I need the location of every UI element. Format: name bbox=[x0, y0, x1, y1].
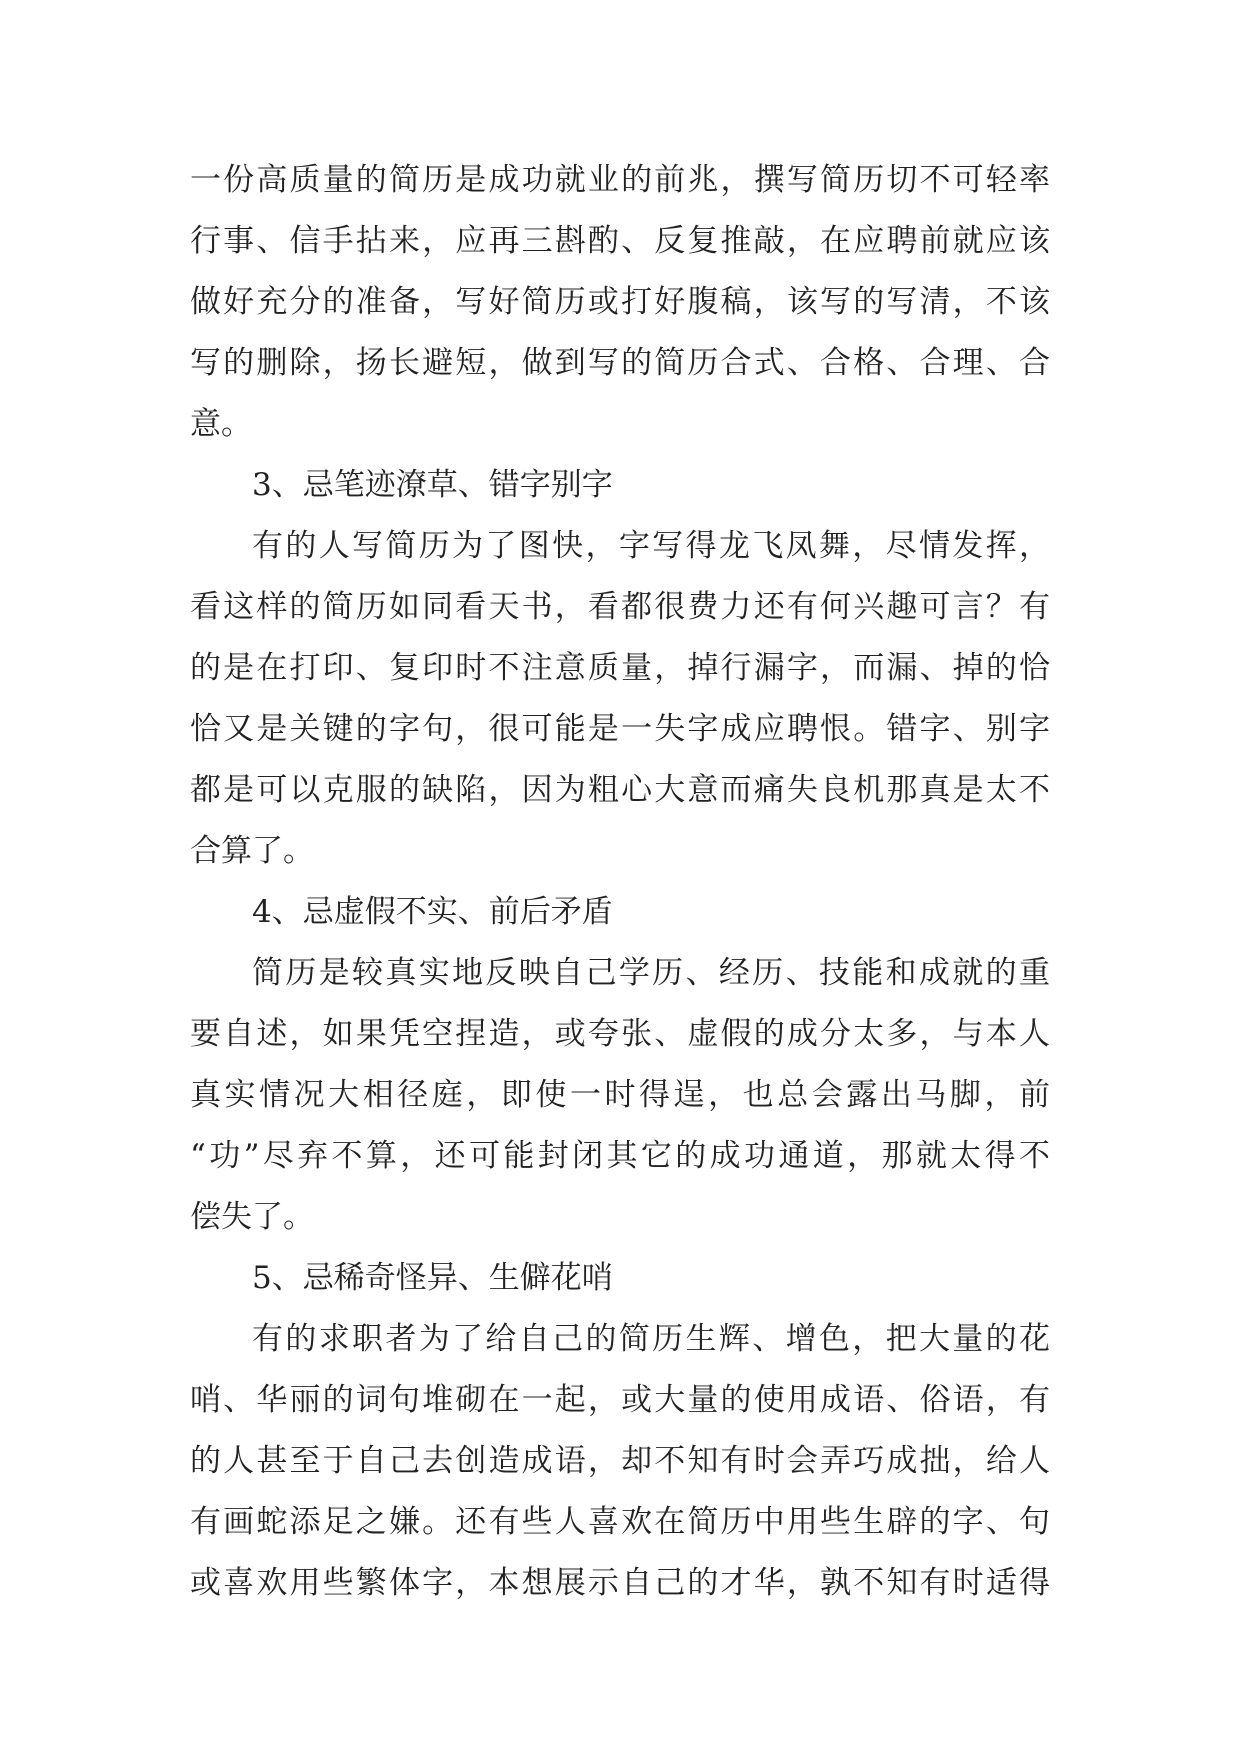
paragraph-line: 一份高质量的简历是成功就业的前兆，撰写简历切不可轻率 bbox=[190, 162, 1050, 198]
paragraph-line: 简历是较真实地反映自己学历、经历、技能和成就的重 bbox=[252, 955, 1050, 991]
paragraph-line: 写的删除，扬长避短，做到写的简历合式、合格、合理、合 bbox=[190, 345, 1050, 381]
paragraph-line: 做好充分的准备，写好简历或打好腹稿，该写的写清，不该 bbox=[190, 284, 1050, 320]
paragraph-line: 意。 bbox=[190, 406, 252, 442]
section-heading-3: 3、忌笔迹潦草、错字别字 bbox=[252, 467, 613, 503]
paragraph-line: 的人甚至于自己去创造成语，却不知有时会弄巧成拙，给人 bbox=[190, 1443, 1050, 1479]
paragraph-line: “功”尽弃不算，还可能封闭其它的成功通道，那就太得不 bbox=[190, 1138, 1050, 1174]
paragraph-line: 偿失了。 bbox=[190, 1199, 314, 1235]
section-heading-4: 4、忌虚假不实、前后矛盾 bbox=[252, 894, 613, 930]
paragraph-line: 行事、信手拈来，应再三斟酌、反复推敲，在应聘前就应该 bbox=[190, 223, 1050, 259]
paragraph-line: 有画蛇添足之嫌。还有些人喜欢在简历中用些生辟的字、句 bbox=[190, 1504, 1050, 1540]
paragraph-line: 合算了。 bbox=[190, 833, 314, 869]
paragraph-line: 都是可以克服的缺陷，因为粗心大意而痛失良机那真是太不 bbox=[190, 772, 1050, 808]
section-heading-5: 5、忌稀奇怪异、生僻花哨 bbox=[252, 1260, 613, 1296]
paragraph-line: 看这样的简历如同看天书，看都很费力还有何兴趣可言？有 bbox=[190, 589, 1050, 625]
paragraph-line: 的是在打印、复印时不注意质量，掉行漏字，而漏、掉的恰 bbox=[190, 650, 1050, 686]
paragraph-line: 哨、华丽的词句堆砌在一起，或大量的使用成语、俗语，有 bbox=[190, 1382, 1050, 1418]
paragraph-line: 要自述，如果凭空捏造，或夸张、虚假的成分太多，与本人 bbox=[190, 1016, 1050, 1052]
document-body bbox=[190, 150, 1050, 1614]
paragraph-line: 恰又是关键的字句，很可能是一失字成应聘恨。错字、别字 bbox=[190, 711, 1050, 747]
paragraph-line: 有的求职者为了给自己的简历生辉、增色，把大量的花 bbox=[252, 1321, 1050, 1357]
paragraph-line: 或喜欢用些繁体字，本想展示自己的才华，孰不知有时适得 bbox=[190, 1565, 1050, 1601]
paragraph-line: 真实情况大相径庭，即使一时得逞，也总会露出马脚，前 bbox=[190, 1077, 1050, 1113]
paragraph-line: 有的人写简历为了图快，字写得龙飞凤舞，尽情发挥， bbox=[252, 528, 1050, 564]
